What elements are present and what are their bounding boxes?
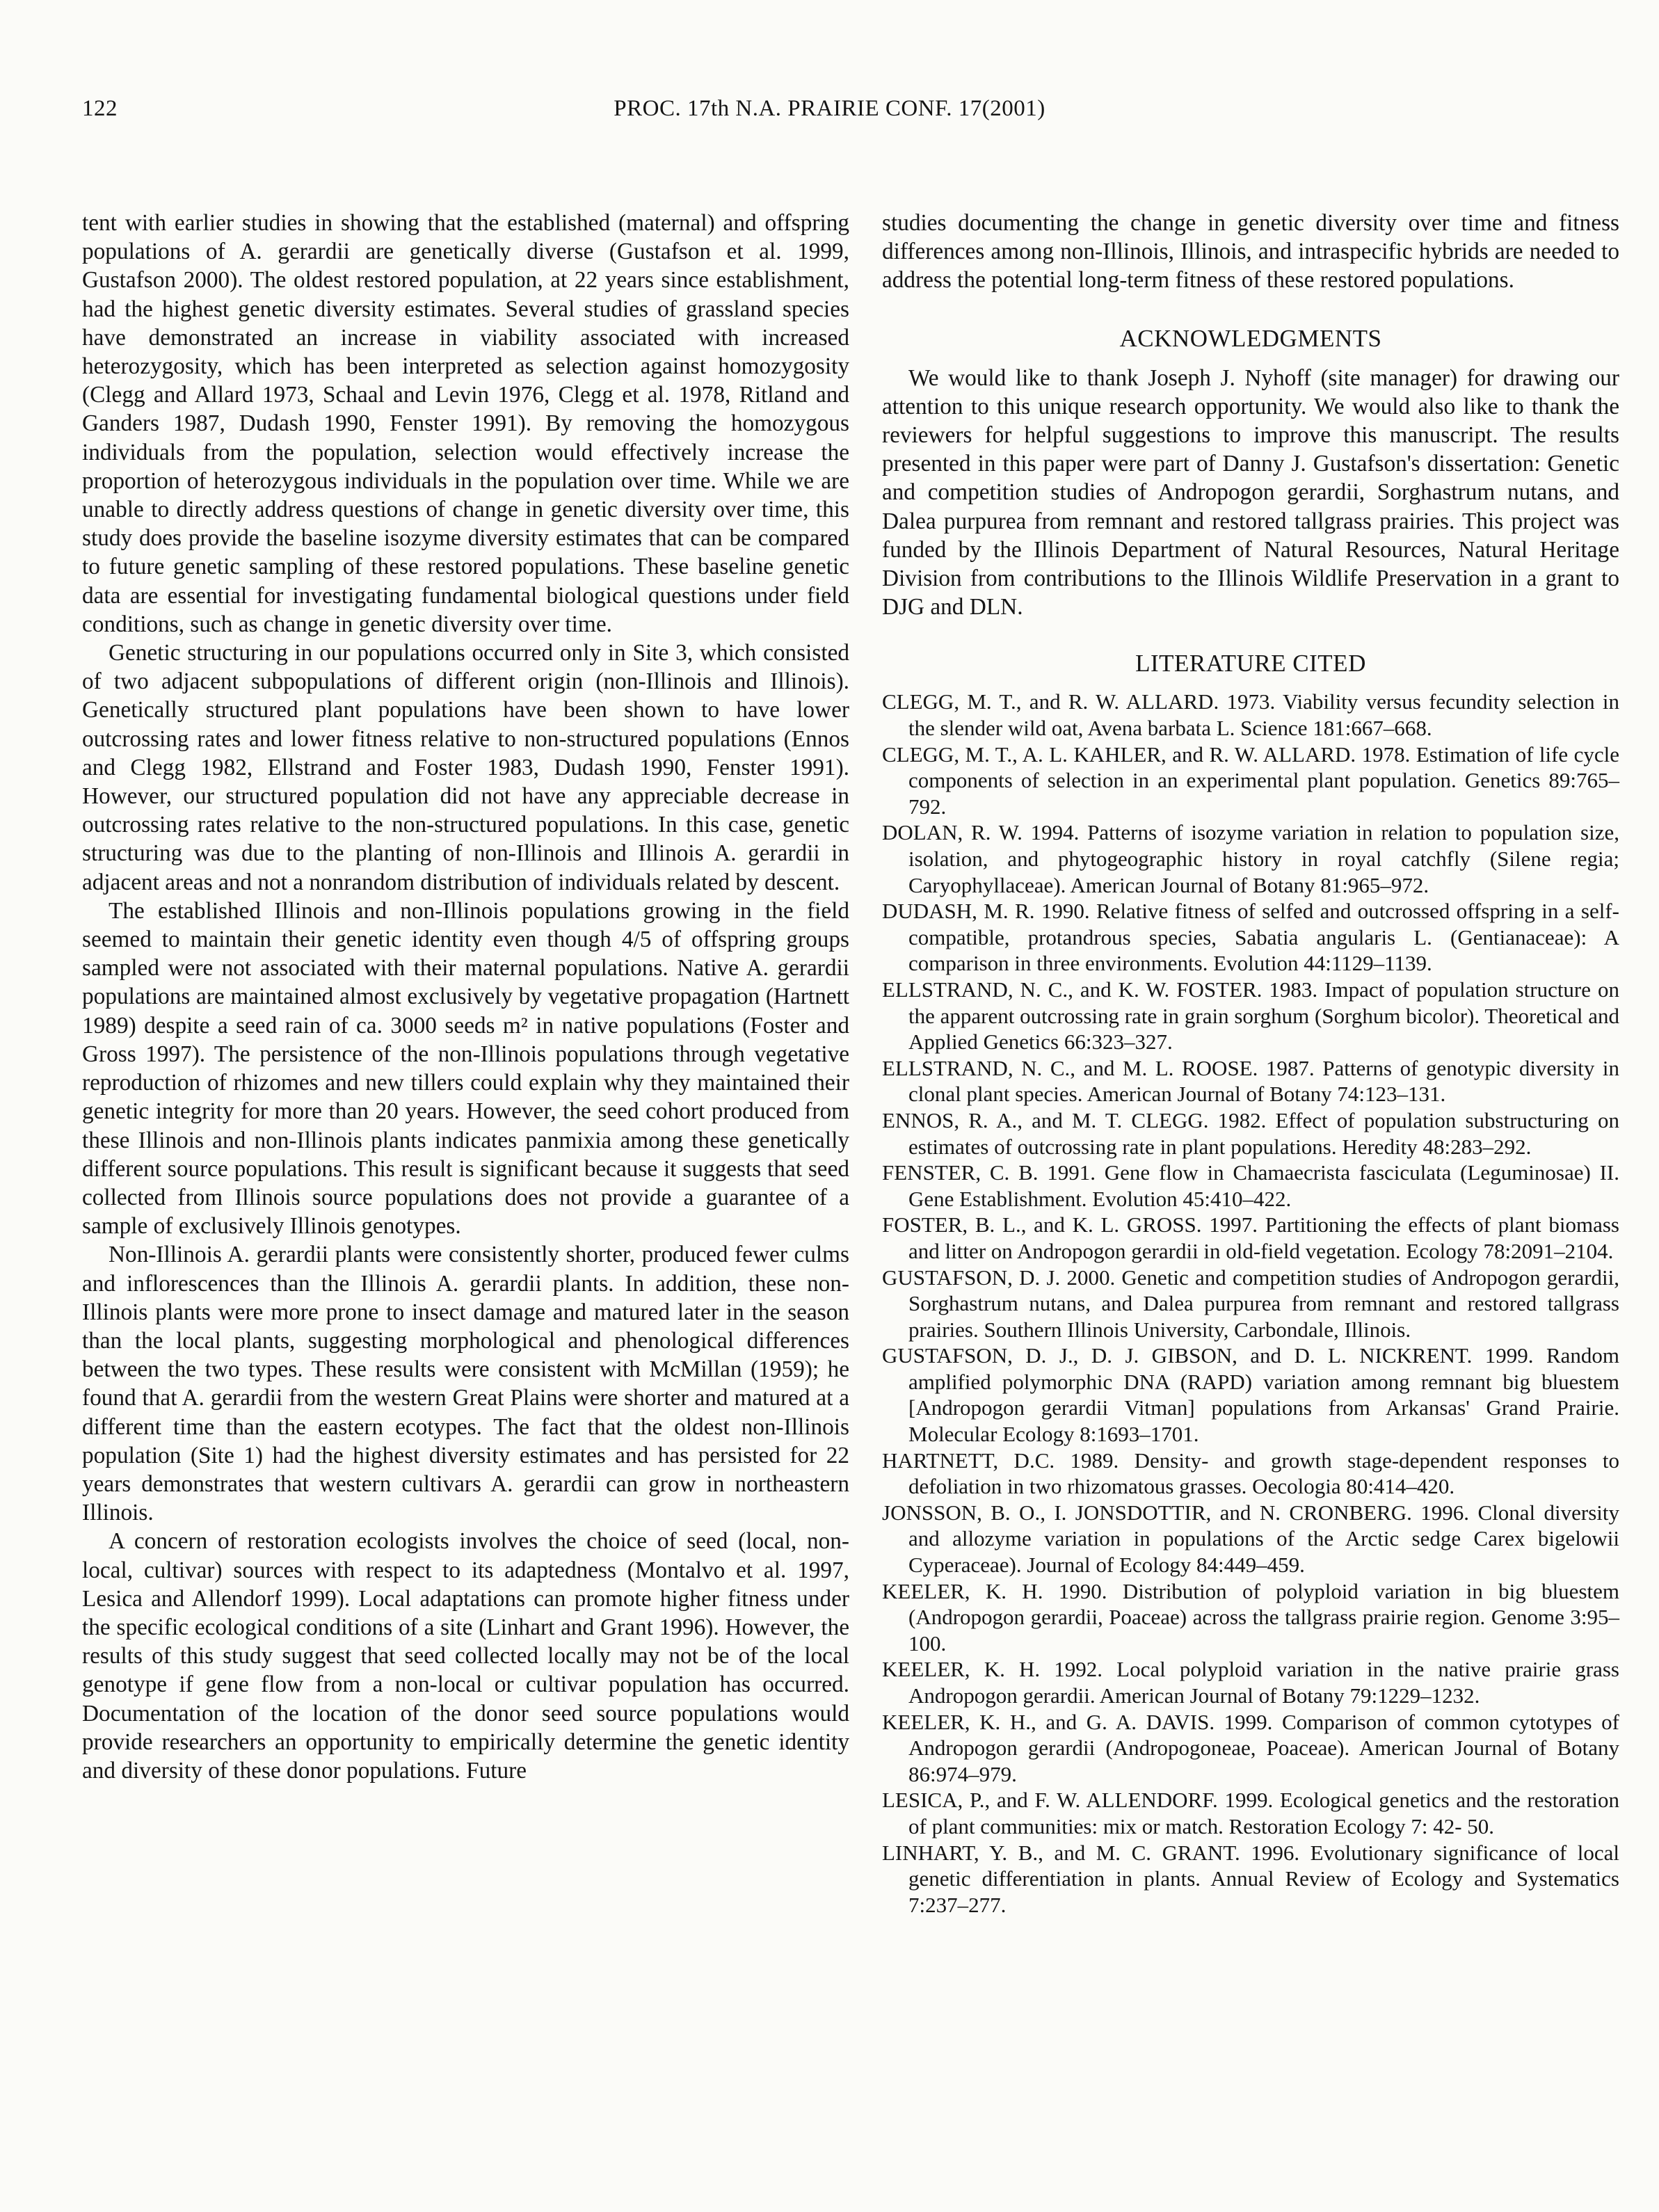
reference-item: LESICA, P., and F. W. ALLENDORF. 1999. Ecological genetics and the restoration of plant communities: mix or match. Restoration Ecology 7: 42- 50.: [882, 1788, 1619, 1838]
reference-item: HARTNETT, D.C. 1989. Density- and growth stage-dependent responses to defoliation in two rhizomatous grasses. Oecologia 80:414–420.: [882, 1448, 1619, 1499]
body-paragraph: Non-Illinois A. gerardii plants were consistently shorter, produced fewer culms and inflorescences than the Illinois A. gerardii plants. In addition, these non-Illinois plants were more prone to insect damage and matured later in the season than the local plants, suggesting morphological and phenological differences between the two types. These results were consistent with McMillan (1959); he found that A. gerardii from the western Great Plains were shorter and matured at a different time than the eastern ecotypes. The fact that the oldest non-Illinois population (Site 1) had the highest diversity estimates and has persisted for 22 years demonstrates that western cultivars A. gerardii can grow in northeastern Illinois.: [82, 1242, 849, 1526]
literature-cited-heading: LITERATURE CITED: [1135, 650, 1366, 678]
reference-item: ELLSTRAND, N. C., and K. W. FOSTER. 1983. Impact of population structure on the apparent outcrossing rate in grain sorghum (Sorghum bicolor). Theoretical and Applied Genetics 66:323–327.: [882, 977, 1619, 1055]
reference-item: GUSTAFSON, D. J., D. J. GIBSON, and D. L. NICKRENT. 1999. Random amplified polymorphic DNA (RAPD) variation among remnant big bluestem [Andropogon gerardii Vitman] populations from Arkansas' Grand Prairie. Molecular Ecology 8:1693–1701.: [882, 1343, 1619, 1447]
reference-item: LINHART, Y. B., and M. C. GRANT. 1996. Evolutionary significance of local genetic differentiation in plants. Annual Review of Ecology and Systematics 7:237–277.: [882, 1840, 1619, 1917]
body-paragraph: A concern of restoration ecologists involves the choice of seed (local, non-local, cultivar) sources with respect to its adaptedness (Montalvo et al. 1997, Lesica and Allendorf 1999). Local adaptations can promote higher fitness under the specific ecological conditions of a site (Linhart and Grant 1996). However, the results of this study suggest that seed collected locally may not be of the local genotype if gene flow from a non-local or cultivar population has occurred. Documentation of the location of the donor seed source populations would provide researchers an opportunity to empirically determine the genetic identity and diversity of these donor populations. Future: [82, 1528, 849, 1784]
reference-item: ELLSTRAND, N. C., and M. L. ROOSE. 1987. Patterns of genotypic diversity in clonal plant species. American Journal of Botany 74:123–131.: [882, 1055, 1619, 1107]
reference-item: KEELER, K. H. 1992. Local polyploid variation in the native prairie grass Andropogon gerardii. American Journal of Botany 79:1229–1232.: [882, 1657, 1619, 1708]
reference-item: FENSTER, C. B. 1991. Gene flow in Chamaecrista fasciculata (Leguminosae) II. Gene Establishment. Evolution 45:410–422.: [882, 1160, 1619, 1211]
reference-item: KEELER, K. H., and G. A. DAVIS. 1999. Comparison of common cytotypes of Andropogon gerardii (Andropogoneae, Poaceae). American Journal of Botany 86:974–979.: [882, 1709, 1619, 1786]
reference-item: KEELER, K. H. 1990. Distribution of polyploid variation in big bluestem (Andropogon gerardii, Poaceae) across the tallgrass prairie region. Genome 3:95–100.: [882, 1578, 1619, 1656]
reference-item: CLEGG, M. T., A. L. KAHLER, and R. W. ALLARD. 1978. Estimation of life cycle components of selection in an experimental plant population. Genetics 89:765–792.: [882, 742, 1619, 819]
reference-item: CLEGG, M. T., and R. W. ALLARD. 1973. Viability versus fecundity selection in the slender wild oat, Avena barbata L. Science 181:667–668.: [882, 689, 1619, 741]
reference-list: [882, 689, 1619, 1918]
body-paragraph: studies documenting the change in genetic diversity over time and fitness differences among non-Illinois, Illinois, and intraspecific hybrids are needed to address the potential long-term fitness of these restored populations.: [882, 210, 1619, 294]
body-paragraph: The established Illinois and non-Illinois populations growing in the field seemed to maintain their genetic identity even though 4/5 of offspring groups sampled were not associated with their maternal populations. Native A. gerardii populations are maintained almost exclusively by vegetative propagation (Hartnett 1989) despite a seed rain of ca. 3000 seeds m² in native populations (Foster and Gross 1997). The persistence of the non-Illinois populations through vegetative reproduction of rhizomes and new tillers could explain why they maintained their genetic integrity for more than 20 years. However, the seed cohort produced from these Illinois and non-Illinois plants indicates panmixia among these genetically different source populations. This result is significant because it suggests that seed collected from Illinois source populations does not provide a guarantee of a sample of exclusively Illinois genotypes.: [82, 897, 849, 1240]
reference-item: GUSTAFSON, D. J. 2000. Genetic and competition studies of Andropogon gerardii, Sorghastrum nutans, and Dalea purpurea from remnant and restored tallgrass prairies. Southern Illinois University, Carbondale, Illinois.: [882, 1265, 1619, 1342]
reference-item: JONSSON, B. O., I. JONSDOTTIR, and N. CRONBERG. 1996. Clonal diversity and allozyme variation in populations of the Arctic sedge Carex bigelowii Cyperaceae). Journal of Ecology 84:449–459.: [882, 1500, 1619, 1578]
body-paragraph: tent with earlier studies in showing that the established (maternal) and offspring populations of A. gerardii are genetically diverse (Gustafson et al. 1999, Gustafson 2000). The oldest restored population, at 22 years since establishment, had the highest genetic diversity estimates. Several studies of grassland species have demonstrated an increase in viability associated with increased heterozygosity, which has been interpreted as selection against homozygosity (Clegg and Allard 1973, Schaal and Levin 1976, Clegg et al. 1978, Ritland and Ganders 1987, Dudash 1990, Fenster 1991). By removing the homozygous individuals from the population, selection would effectively increase the proportion of heterozygous individuals in the population over time. While we are unable to directly address questions of change in genetic diversity over time, this study does provide the baseline isozyme diversity estimates that can be compared to future genetic sampling of these restored populations. These baseline genetic data are essential for investigating fundamental biological questions under field conditions, such as change in genetic diversity over time.: [82, 210, 849, 637]
reference-item: DUDASH, M. R. 1990. Relative fitness of selfed and outcrossed offspring in a self-compatible, protandrous species, Sabatia angularis L. (Gentianaceae): A comparison in three environments. Evolution 44:1129–1139.: [882, 899, 1619, 976]
reference-item: FOSTER, B. L., and K. L. GROSS. 1997. Partitioning the effects of plant biomass and litter on Andropogon gerardii in old-field vegetation. Ecology 78:2091–2104.: [882, 1212, 1619, 1263]
acknowledgments-text: We would like to thank Joseph J. Nyhoff (site manager) for drawing our attention to this unique research opportunity. We would also like to thank the reviewers for helpful suggestions to improve this manuscript. The results presented in this paper were part of Danny J. Gustafson's dissertation: Genetic and competition studies of Andropogon gerardii, Sorghastrum nutans, and Dalea purpurea from remnant and restored tallgrass prairies. This project was funded by the Illinois Department of Natural Resources, Natural Heritage Division from contributions to the Illinois Wildlife Preservation in a grant to DJG and DLN.: [882, 364, 1619, 620]
running-head: PROC. 17th N.A. PRAIRIE CONF. 17(2001): [614, 96, 1045, 121]
reference-item: DOLAN, R. W. 1994. Patterns of isozyme variation in relation to population size, isolation, and phytogeographic history in royal catchfly (Silene regia; Caryophyllaceae). American Journal of Botany 81:965–972.: [882, 820, 1619, 897]
acknowledgments-heading: ACKNOWLEDGMENTS: [1119, 324, 1382, 352]
body-paragraph: Genetic structuring in our populations occurred only in Site 3, which consisted of two adjacent subpopulations of different origin (non-Illinois and Illinois). Genetically structured plant populations have been shown to have lower outcrossing rates and lower fitness relative to non-structured populations (Ennos and Clegg 1982, Ellstrand and Foster 1983, Dudash 1990, Fenster 1991). However, our structured population did not have any appreciable decrease in outcrossing rates relative to the non-structured populations. In this case, genetic structuring was due to the planting of non-Illinois and Illinois A. gerardii in adjacent areas and not a nonrandom distribution of individuals related by descent.: [82, 640, 849, 895]
left-column: [82, 209, 849, 1785]
page-number: 122: [82, 96, 118, 121]
right-column: [882, 209, 1619, 1918]
reference-item: ENNOS, R. A., and M. T. CLEGG. 1982. Effect of population substructuring on estimates of outcrossing rate in plant populations. Heredity 48:283–292.: [882, 1107, 1619, 1159]
